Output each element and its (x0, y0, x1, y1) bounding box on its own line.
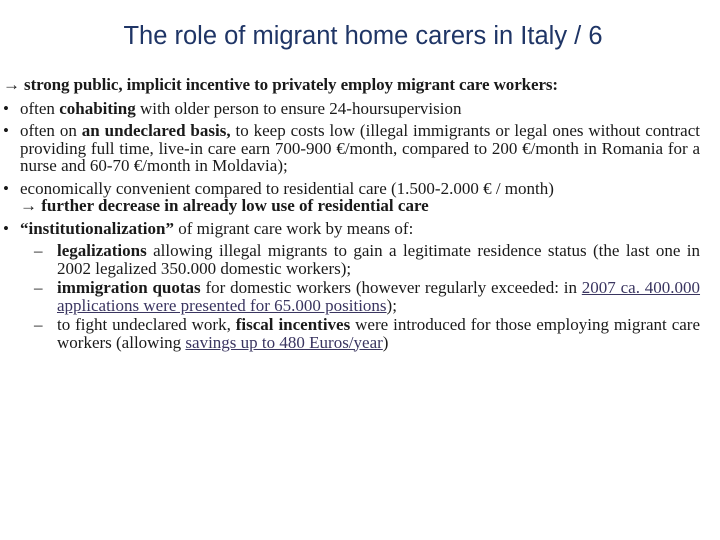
subitem-quotas: – immigration quotas for domestic workers (however regularly exceeded: in 2007 ca. 400.000 applications were presented for 65.000 positions); (34, 278, 701, 315)
bullet-institutionalization: • “institutionalization” of migrant care work by means of: (3, 218, 414, 238)
link-savings[interactable]: savings up to 480 Euros/year (185, 332, 383, 352)
slide-body (3, 76, 700, 353)
bullet-icon: • (3, 218, 9, 238)
page-title: The role of migrant home carers in Italy / 6 (123, 22, 603, 50)
bullet-icon: • (3, 121, 9, 140)
keyword-legalizations: legalizations (57, 241, 147, 260)
dash-icon: – (34, 278, 43, 297)
keyword-residential-care: → further decrease in already low use of residential care (20, 196, 429, 215)
subitem-fiscal: – to fight undeclared work, fiscal incentives were introduced for those employing migrant care workers (allowing savings up to 480 Euros/year) (34, 315, 700, 352)
bullet-economic: • economically convenient compared to residential care (1.500-2.000 € / month) → further decrease in already low use of residential care (3, 180, 700, 215)
dash-icon: – (34, 315, 43, 334)
keyword-institutionalization: “institutionalization” (20, 218, 174, 238)
bullet-icon: • (3, 98, 9, 118)
dash-icon: – (34, 241, 43, 260)
keyword-fiscal-incentives: fiscal incentives (235, 315, 351, 334)
keyword-undeclared: an undeclared basis, (81, 121, 231, 140)
keyword-immigration-quotas: immigration quotas (57, 278, 201, 297)
bullet-cohabiting: • often cohabiting with older person to ensure 24-hoursupervision (3, 98, 462, 118)
bullet-icon: • (3, 178, 9, 198)
lead-statement: → strong public, implicit incentive to privately employ migrant care workers: (3, 75, 558, 94)
keyword-cohabiting: cohabiting (59, 98, 136, 118)
link-applications[interactable]: 2007 ca. 400.000 applications were presented for 65.000 positions (57, 278, 701, 315)
subitem-legalizations: – legalizations allowing illegal migrants to gain a legitimate residence status (the last one in 2002 legalized 350.000 domestic workers); (34, 241, 700, 278)
bullet-undeclared: • often on an undeclared basis, to keep costs low (illegal immigrants or legal ones without contract providing full time, live-in care earn 700-900 €/month, compared to 200 €/month in Romania for a nurse and 60-70 €/month in Moldavia); (3, 121, 700, 175)
